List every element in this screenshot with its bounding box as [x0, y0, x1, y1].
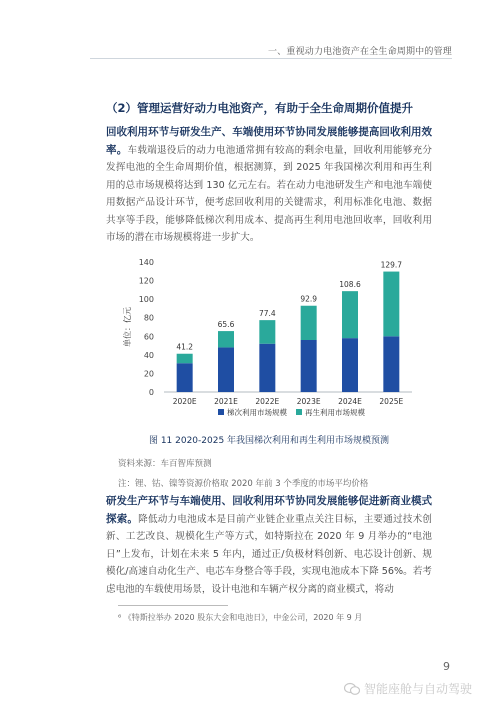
bar-recycling [342, 291, 358, 338]
x-tick-label: 2020E [172, 397, 197, 406]
data-label: 77.4 [258, 309, 276, 319]
figure-caption: 图 11 2020-2025 年我国梯次利用和再生利用市场规模预测 [148, 436, 390, 446]
bar-cascade-use [383, 336, 399, 392]
x-tick-label: 2021E [214, 397, 238, 406]
wechat-icon [344, 682, 360, 696]
x-tick-label: 2025E [379, 397, 404, 406]
watermark [344, 680, 472, 697]
footnote: ⁶ 《特斯拉举办 2020 股东大会和电池日》，中金公司，2020 年 9 月 [118, 613, 363, 622]
paragraph-2-lead: 研发生产环节与车端使用、回收利用环节协同发展能够促进新商业模式探索。 [106, 495, 432, 525]
y-tick-label: 100 [138, 295, 154, 305]
y-tick-label: 140 [138, 258, 154, 267]
data-label: 129.7 [380, 260, 403, 270]
paragraph-2 [106, 493, 432, 598]
data-source: 资料来源：车百智库预测 [118, 459, 212, 469]
y-tick-label: 40 [143, 350, 154, 360]
x-tick-label: 2023E [296, 397, 321, 406]
header-divider [90, 58, 452, 59]
bar-recycling [177, 354, 193, 363]
page-number: 9 [443, 660, 450, 673]
header-title: 一、重视动力电池资产在全生命周期中的管理 [267, 47, 452, 57]
data-label: 65.6 [217, 320, 235, 330]
paragraph-1-body: 车载端退役后的动力电池通常拥有较高的剩余电量，回收利用能够充分发挥电池的全生命周期价值，根据测算，到 2025 年我国梯次利用和再生利用的总市场规模将达到 130 亿元左右。若在动力电池研发生产和电池车端使用数据产品设计环节，便考虑回收利用的关键需求，利用标准化电池、数据共享等手段，能够降低梯次利用成本、提高再生利用电池回收率，回收利用市场的潜在市场规模将进一步扩大。 [106, 144, 433, 243]
y-tick-label: 0 [148, 388, 154, 397]
footnote-divider [118, 605, 228, 606]
x-tick-label: 2022E [255, 397, 280, 406]
bar-cascade-use [342, 338, 358, 392]
bar-recycling [259, 320, 275, 344]
price-note: 注：锂、钴、镍等资源价格取 2020 年前 3 个季度的市场平均价格 [118, 479, 369, 489]
bar-cascade-use [259, 344, 275, 392]
y-tick-label: 120 [138, 276, 154, 286]
data-label: 108.6 [339, 280, 361, 290]
bar-cascade-use [218, 347, 234, 392]
section-title: （2）管理运营好动力电池资产，有助于全生命周期价值提升 [106, 101, 413, 115]
paragraph-2-body: 降低动力电池成本是目前产业链企业重点关注目标，主要通过技术创新、工艺改良、规模化生产等方式，如特斯拉在 2020 年 9 月举办的“电池日”上发布，计划在未来 5 年内，通过正/负极材料创新、电芯设计创新、规模化/高速自动化生产、电芯车身整合等手段，实现电池成本下降 56%。若考虑电池的车载使用场景，设计电池和车辆产权分离的商业模式，将动 [106, 513, 433, 595]
y-axis-label: 单位：亿元 [123, 307, 132, 347]
bar-cascade-use [177, 363, 193, 392]
bar-recycling [383, 272, 399, 337]
market-size-chart [106, 252, 432, 432]
legend-swatch [296, 409, 302, 415]
y-tick-label: 80 [143, 313, 154, 323]
x-tick-label: 2024E [338, 397, 362, 406]
legend-swatch [218, 409, 224, 415]
watermark-text: 智能座舱与自动驾驶 [363, 682, 472, 696]
paragraph-1 [106, 124, 432, 247]
bar-recycling [218, 331, 234, 347]
y-tick-label: 60 [143, 332, 154, 342]
legend-recycling: 再生利用市场规模 [305, 408, 365, 417]
bar-recycling [301, 306, 317, 340]
legend-cascade-use: 梯次利用市场规模 [227, 408, 287, 417]
data-label: 92.9 [300, 294, 318, 304]
bar-cascade-use [301, 340, 317, 392]
data-label: 41.2 [176, 342, 194, 352]
y-tick-label: 20 [143, 369, 154, 379]
paragraph-1-lead: 回收利用环节与研发生产、车端使用环节协同发展能够提高回收利用效率。 [106, 126, 432, 156]
